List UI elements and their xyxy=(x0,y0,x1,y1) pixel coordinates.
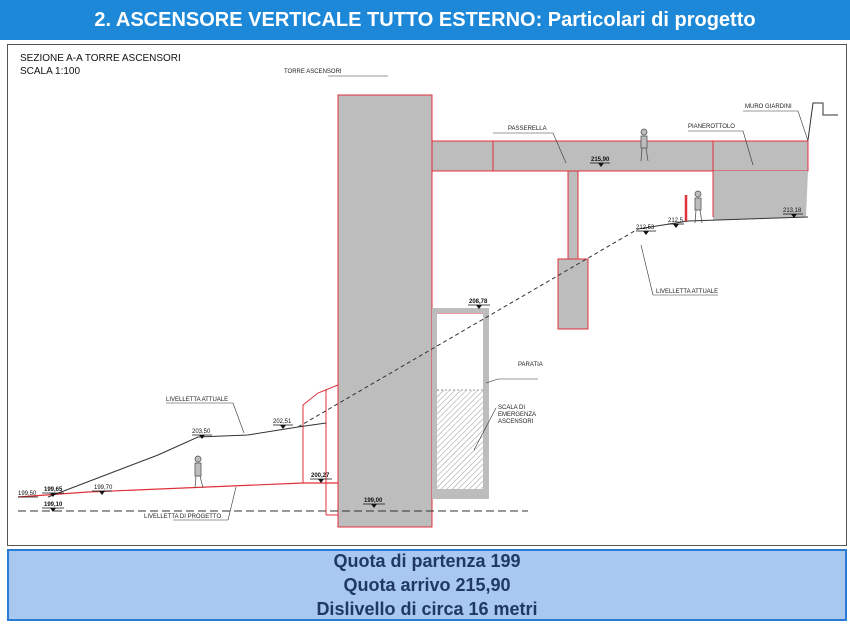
current-grade-left xyxy=(48,423,326,497)
svg-text:199,50: 199,50 xyxy=(18,491,37,497)
svg-text:199,00: 199,00 xyxy=(364,498,383,504)
svg-text:203,50: 203,50 xyxy=(192,429,211,435)
label-garden-wall: MURO GIARDINI xyxy=(745,104,792,110)
label-current-grade-left: LIVELLETTA ATTUALE xyxy=(166,397,229,403)
label-emergency-stair-1: SCALA DI xyxy=(498,405,526,411)
left-retaining-wall xyxy=(303,385,338,483)
label-emergency-stair-3: ASCENSORI xyxy=(498,419,534,425)
svg-text:199,65: 199,65 xyxy=(44,487,63,493)
person-figure-landing xyxy=(695,191,702,223)
emergency-stair-hatch xyxy=(437,390,483,489)
label-project-grade: LIVELLETTA DI PROGETTO xyxy=(144,514,222,520)
elevation-212-5 xyxy=(668,218,684,228)
svg-text:199,70: 199,70 xyxy=(94,485,113,491)
svg-text:212,53: 212,53 xyxy=(636,225,655,231)
section-drawing xyxy=(7,44,847,546)
elevation-199-50 xyxy=(18,491,38,497)
section-title: SEZIONE A-A TORRE ASCENSORI xyxy=(20,53,181,64)
elevation-203-50 xyxy=(192,429,212,439)
summary-arrival: Quota arrivo 215,90 xyxy=(343,575,511,595)
page-title xyxy=(0,0,850,40)
section-svg xyxy=(8,45,846,545)
elevation-202-51 xyxy=(273,419,293,429)
leader-project-grade xyxy=(228,487,236,520)
svg-text:202,51: 202,51 xyxy=(273,419,292,425)
label-landing: PIANEROTTOLO xyxy=(688,124,735,130)
title-text: 2. ASCENSORE VERTICALE TUTTO ESTERNO: Particolari di progetto xyxy=(94,8,756,31)
label-current-grade-right: LIVELLETTA ATTUALE xyxy=(656,289,719,295)
leader-garden-wall xyxy=(798,111,808,141)
bulkhead-wall-right xyxy=(483,308,489,498)
bulkhead-wall-left xyxy=(432,308,437,498)
pillar-footing xyxy=(558,259,588,329)
svg-text:215,90: 215,90 xyxy=(591,157,610,163)
svg-text:200,27: 200,27 xyxy=(311,473,330,479)
summary-box xyxy=(7,549,847,621)
leader-current-grade-right xyxy=(641,245,653,295)
svg-text:199,10: 199,10 xyxy=(44,502,63,508)
elevation-208-78 xyxy=(468,299,490,309)
label-tower: TORRE ASCENSORI xyxy=(284,69,342,75)
summary-height-diff: Dislivello di circa 16 metri xyxy=(316,599,538,619)
scale-label: SCALA 1:100 xyxy=(20,66,81,77)
walkway-slab xyxy=(432,141,808,171)
svg-text:208,78: 208,78 xyxy=(469,299,488,305)
elevator-tower xyxy=(338,95,432,527)
person-figure-ground xyxy=(195,456,203,488)
elevation-212-53 xyxy=(636,225,656,235)
garden-wall-outline xyxy=(808,103,838,140)
elevation-200-27 xyxy=(310,473,332,483)
summary-start: Quota di partenza 199 xyxy=(333,551,521,571)
leader-current-grade-left xyxy=(233,403,244,433)
bulkhead-top xyxy=(432,308,489,313)
bulkhead-base xyxy=(432,489,489,499)
svg-text:212,5: 212,5 xyxy=(668,218,684,224)
label-walkway: PASSERELLA xyxy=(508,126,547,132)
svg-text:213,18: 213,18 xyxy=(783,208,802,214)
elevation-199-70 xyxy=(92,485,113,495)
label-bulkhead: PARATIA xyxy=(518,362,543,368)
walkway-pillar xyxy=(568,171,578,259)
label-emergency-stair-2: EMERGENZA xyxy=(498,412,537,418)
